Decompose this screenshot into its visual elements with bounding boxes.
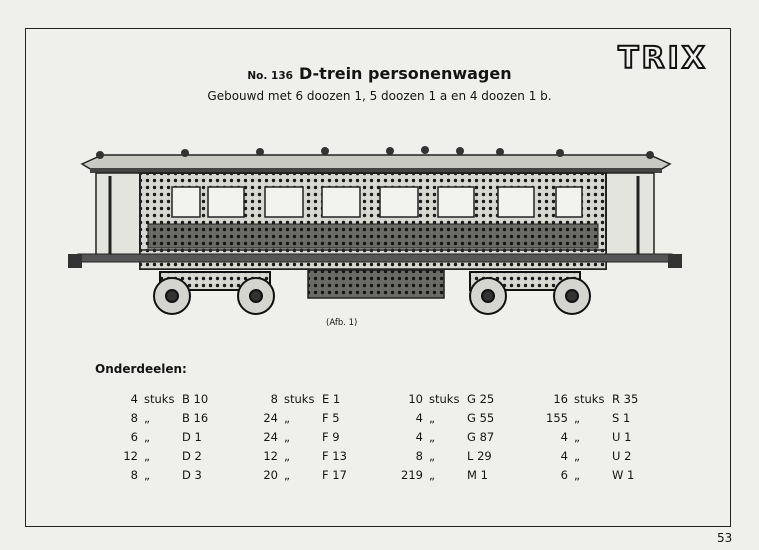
- page-title: [0, 64, 759, 83]
- coach-illustration: [60, 142, 690, 322]
- page-number: 53: [717, 531, 733, 545]
- model-number: No. 136: [247, 70, 293, 82]
- model-name: D-trein personenwagen: [298, 64, 512, 83]
- figure-caption: (Afb. 1): [326, 318, 358, 328]
- svg-text:TRIX: TRIX: [618, 41, 708, 75]
- parts-heading: Onderdeelen:: [95, 362, 187, 376]
- build-subtitle: Gebouwd met 6 doozen 1, 5 doozen 1 a en 4 doozen 1 b.: [207, 89, 552, 103]
